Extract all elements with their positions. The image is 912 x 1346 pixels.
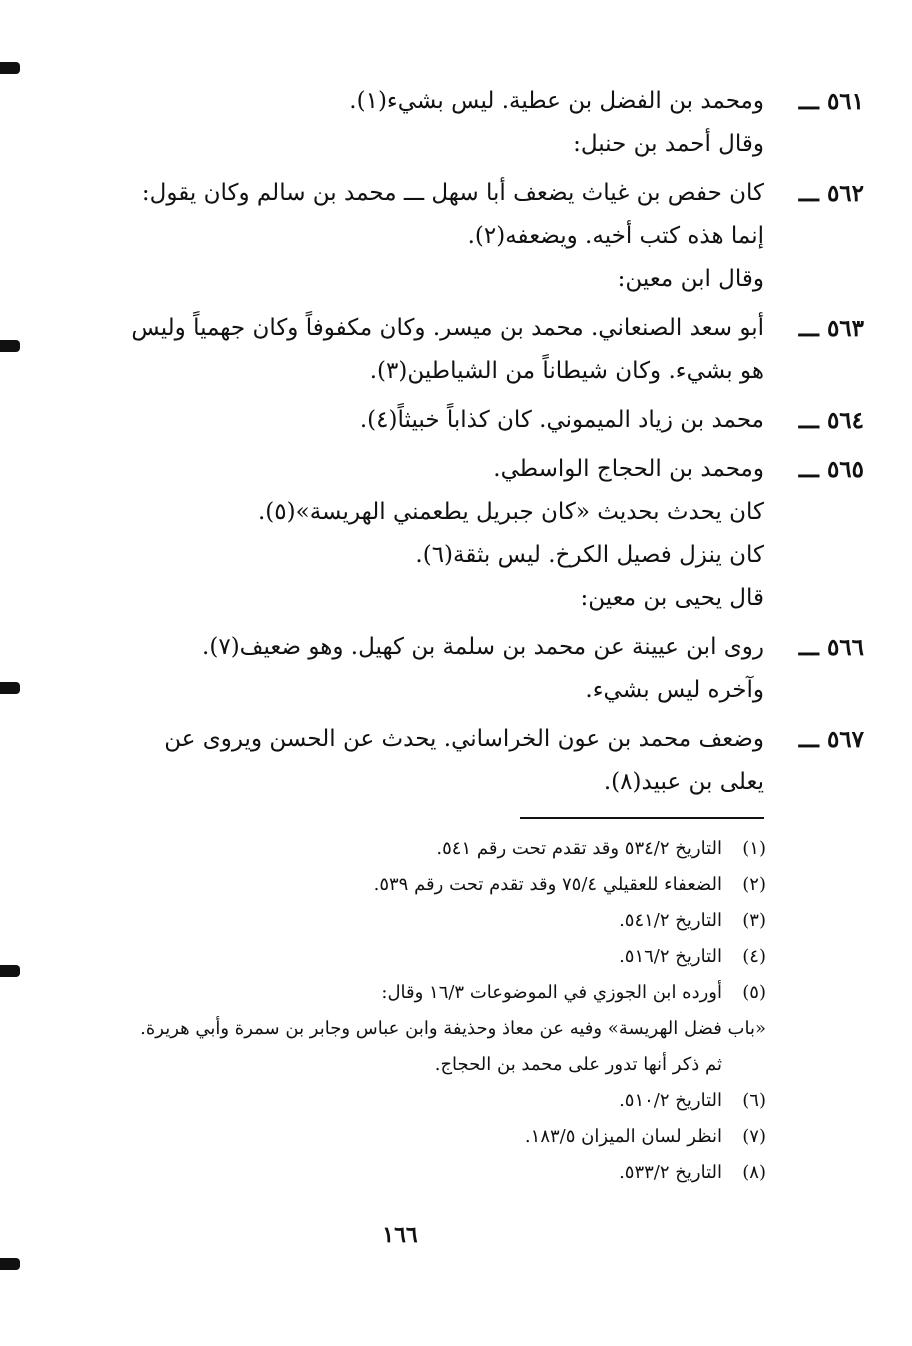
entry-number: ٥٦٣ ـــ	[798, 315, 864, 342]
footnote-text: انظر لسان الميزان ١٨٣/٥.	[524, 1126, 722, 1147]
page-number: ١٦٦	[382, 1222, 418, 1248]
entry-line: يعلى بن عبيد(٨).	[603, 769, 764, 795]
footnotes	[76, 831, 766, 1191]
entry	[69, 172, 864, 301]
footnote-continuation: ثم ذكر أنها تدور على محمد بن الحجاج.	[434, 1054, 722, 1075]
footnote-number: (٨)	[742, 1162, 766, 1183]
entry-number: ٥٦١ ـــ	[798, 88, 864, 115]
entry	[69, 307, 864, 393]
footnote	[76, 1119, 766, 1155]
entry-line: وآخره ليس بشيء.	[585, 677, 764, 703]
scan-edge-mark	[0, 62, 20, 74]
entry-sub-line: كان يحدث بحديث «كان جبريل يطعمني الهريسة»(٥).	[258, 499, 764, 525]
scan-edge-mark	[0, 1258, 20, 1270]
entry-sub-line: وقال ابن معين:	[617, 266, 764, 292]
footnote	[76, 1155, 766, 1191]
entry	[69, 718, 864, 804]
entry-line: هو بشيء. وكان شيطاناً من الشياطين(٣).	[369, 358, 764, 384]
entry-sub-line: وقال أحمد بن حنبل:	[573, 131, 764, 157]
footnote-divider	[520, 817, 764, 819]
footnote-number: (٧)	[742, 1126, 766, 1147]
footnote-text: التاريخ ٥٣٤/٢ وقد تقدم تحت رقم ٥٤١.	[436, 838, 722, 859]
footnote	[76, 1083, 766, 1119]
entry-line: روى ابن عيينة عن محمد بن سلمة بن كهيل. وهو ضعيف(٧).	[202, 634, 764, 660]
footnote	[76, 939, 766, 975]
entry-line: إنما هذه كتب أخيه. ويضعفه(٢).	[467, 223, 764, 249]
footnote	[76, 975, 766, 1011]
scan-edge-mark	[0, 682, 20, 694]
entry-number: ٥٦٦ ـــ	[798, 634, 864, 661]
footnote-text: التاريخ ٥٤١/٢.	[619, 910, 722, 931]
entry-number: ٥٦٢ ـــ	[798, 180, 864, 207]
entries-list	[69, 80, 864, 810]
entry-line: أبو سعد الصنعاني. محمد بن ميسر. وكان مكفوفاً وكان جهمياً وليس	[131, 315, 764, 341]
footnote-text: التاريخ ٥١٠/٢.	[619, 1090, 722, 1111]
footnote	[76, 903, 766, 939]
footnote-text: التاريخ ٥١٦/٢.	[619, 946, 722, 967]
footnote-number: (٢)	[742, 874, 766, 895]
scan-edge-mark	[0, 965, 20, 977]
entry	[69, 626, 864, 712]
footnote-continuation: «باب فضل الهريسة» وفيه عن معاذ وحذيفة وابن عباس وجابر بن سمرة وأبي هريرة.	[140, 1018, 766, 1039]
footnote-number: (٦)	[742, 1090, 766, 1111]
footnote	[76, 867, 766, 903]
entry-line: كان حفص بن غياث يضعف أبا سهل ـــ محمد بن سالم وكان يقول:	[141, 180, 764, 206]
footnote-number: (٥)	[742, 982, 766, 1003]
entry-number: ٥٦٥ ـــ	[798, 456, 864, 483]
scan-edge-mark	[0, 340, 20, 352]
footnote-number: (٤)	[742, 946, 766, 967]
entry	[69, 448, 864, 620]
footnote-number: (١)	[742, 838, 766, 859]
entry-line: محمد بن زياد الميموني. كان كذاباً خبيثاً(٤).	[359, 407, 764, 433]
entry-number: ٥٦٤ ـــ	[798, 407, 864, 434]
footnote	[76, 831, 766, 867]
entry-line: وضعف محمد بن عون الخراساني. يحدث عن الحسن ويروى عن	[164, 726, 764, 752]
entry-sub-line: كان ينزل فصيل الكرخ. ليس بثقة(٦).	[415, 542, 764, 568]
entry	[69, 399, 864, 442]
entry-sub-line: قال يحيى بن معين:	[580, 585, 764, 611]
entry	[69, 80, 864, 166]
entry-line: ومحمد بن الفضل بن عطية. ليس بشيء(١).	[349, 88, 764, 114]
entry-number: ٥٦٧ ـــ	[798, 726, 864, 753]
footnote-text: أورده ابن الجوزي في الموضوعات ١٦/٣ وقال:	[381, 982, 722, 1003]
footnote-text: التاريخ ٥٣٣/٢.	[619, 1162, 722, 1183]
footnote-text: الضعفاء للعقيلي ٧٥/٤ وقد تقدم تحت رقم ٥٣٩.	[373, 874, 722, 895]
entry-line: ومحمد بن الحجاج الواسطي.	[493, 456, 764, 482]
footnote-number: (٣)	[742, 910, 766, 931]
